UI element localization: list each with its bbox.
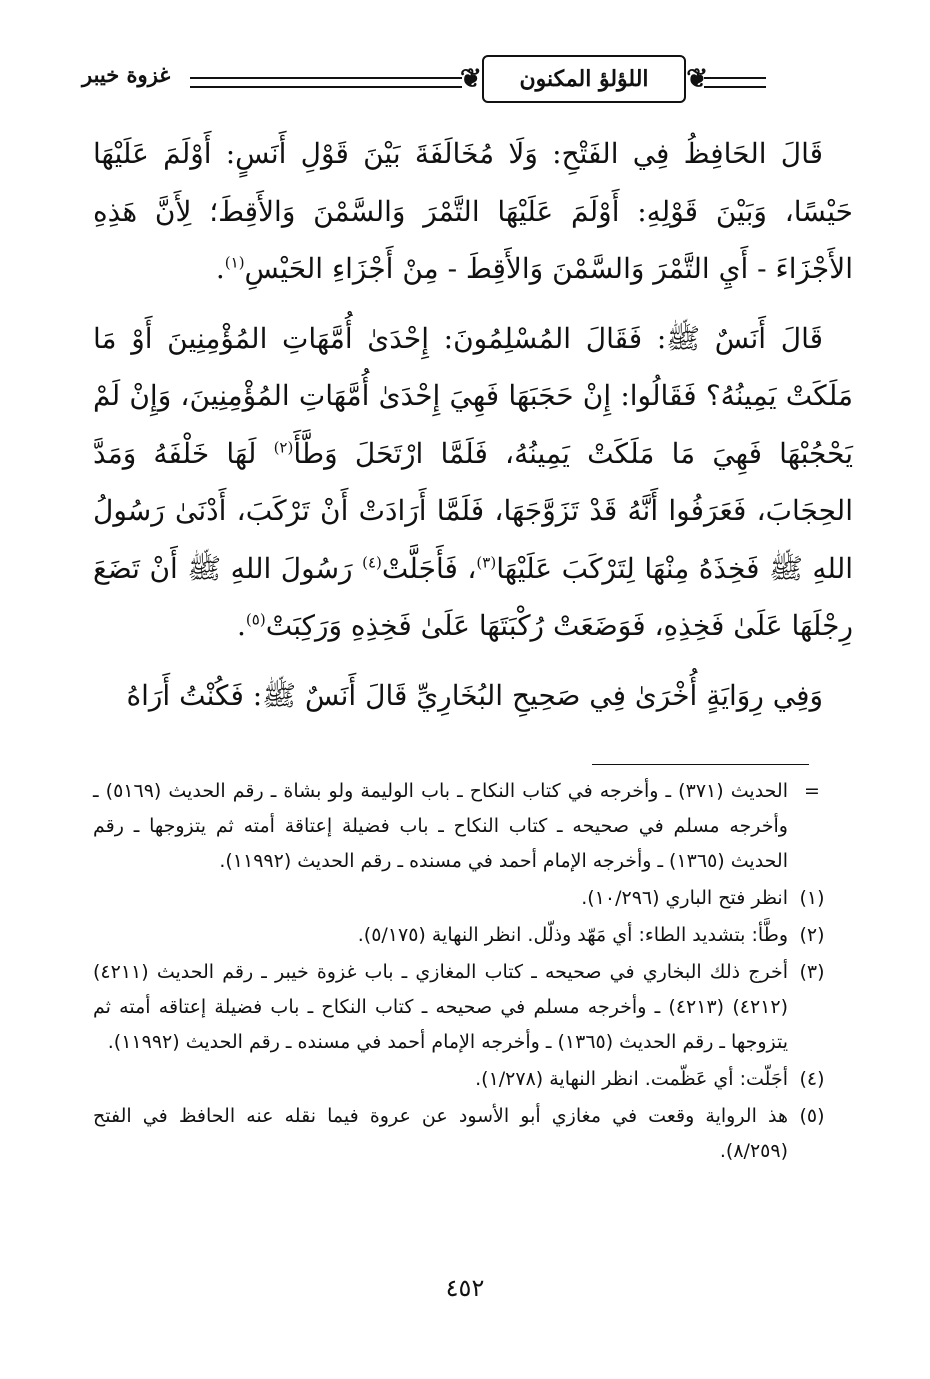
footnote-4 xyxy=(93,1062,833,1097)
paragraph-1 xyxy=(93,125,853,298)
footnote-text: الحديث (٣٧١) ـ وأخرجه في كتاب النكاح ـ باب الوليمة ولو بشاة ـ رقم الحديث (٥١٦٩) ـ وأخرجه مسلم في صحيحه ـ كتاب النكاح ـ باب فضيلة إعتاقة أمته ثم يتزوجها ـ رقم الحديث (١٣٦٥) ـ وأخرجه الإمام أحمد في مسنده ـ رقم الحديث (١١٩٩٢). xyxy=(93,780,788,872)
footnote-continued xyxy=(93,774,833,879)
footnote-text: أخرج ذلك البخاري في صحيحه ـ كتاب المغازي ـ باب غزوة خيبر ـ رقم الحديث (٤٢١١) (٤٢١٢) (٤٢١٣) ـ وأخرجه مسلم في صحيحه ـ كتاب النكاح ـ باب فضيلة إعتاقه أمته ثم يتزوجها ـ رقم الحديث (١٣٦٥) ـ وأخرجه الإمام أحمد في مسنده ـ رقم الحديث (١١٩٩٢). xyxy=(93,961,788,1053)
running-header xyxy=(82,52,852,112)
paragraph-3-text: وَفِي رِوَايَةٍ أُخْرَىٰ فِي صَحِيحِ البُخَارِيِّ قَالَ أَنَسٌ ﷺ: فَكُنْتُ أَرَاهُ xyxy=(126,678,823,712)
paragraph-3 xyxy=(93,667,853,725)
chapter-title: غزوة خيبر xyxy=(82,62,171,87)
footnote-text: هذ الرواية وقعت في مغازي أبو الأسود عن عروة فيما نقله عنه الحافظ في الفتح (٨/٢٥٩). xyxy=(93,1105,788,1162)
paragraph-2 xyxy=(93,310,853,655)
footnote-ref-1: (١) xyxy=(224,253,245,272)
footnote-number: (٥) xyxy=(799,1105,825,1127)
footnote-3 xyxy=(93,955,833,1060)
footnote-1 xyxy=(93,881,833,916)
paragraph-2-end: . xyxy=(237,609,246,642)
book-title-cartouche: ❦ اللؤلؤ المكنون ❦ xyxy=(482,55,686,103)
footnote-2 xyxy=(93,918,833,953)
footnote-number: (١) xyxy=(799,887,825,909)
paragraph-2-text-b: لَهَا خَلْفَهُ وَمَدَّ الحِجَابَ، فَعَرَفُوا أَنَّهُ قَدْ تَزَوَّجَهَا، فَلَمَّا أَرَادَتْ أَنْ تَرْكَبَ، أَدْنَىٰ رَسُولُ اللهِ ﷺ فَخِذَهُ مِنْهَا لِتَرْكَبَ عَلَيْهَا xyxy=(93,436,854,585)
main-text xyxy=(93,125,853,724)
footnotes xyxy=(93,774,833,1169)
paragraph-2-text-c: ، فَأَجَلَّتْ xyxy=(381,551,477,585)
paragraph-1-end: . xyxy=(215,252,225,285)
header-rule-right xyxy=(704,77,766,88)
paragraph-2-text-d: رَسُولَ اللهِ ﷺ أَنْ تَضَعَ رِجْلَهَا عَلَىٰ فَخِذِهِ، فَوَضَعَتْ رُكْبَتَهَا عَلَىٰ فَخِذِهِ وَرَكِبَتْ xyxy=(93,551,853,642)
footnote-5 xyxy=(93,1099,833,1169)
page-number: ٤٥٢ xyxy=(445,1274,485,1302)
footnote-number: = xyxy=(804,780,820,802)
header-rule-left xyxy=(190,77,462,88)
footnote-number: (٤) xyxy=(799,1068,825,1090)
footnote-number: (٣) xyxy=(799,961,825,983)
footnote-ref-3: (٣) xyxy=(476,553,497,572)
footnote-text: أجَلّت: أي عَظّمت. انظر النهاية (١/٢٧٨). xyxy=(475,1068,788,1090)
footnote-text: انظر فتح الباري (١٠/٢٩٦). xyxy=(581,887,788,909)
footnote-ref-2: (٢) xyxy=(273,438,294,457)
paragraph-2-text-a: قَالَ أَنَسٌ ﷺ: فَقَالَ المُسْلِمُونَ: إِحْدَىٰ أُمَّهَاتِ المُؤْمِنِينَ أَوْ مَا مَلَكَتْ يَمِينُهُ؟ فَقَالُوا: إِنْ حَجَبَهَا فَهِيَ إِحْدَىٰ أُمَّهَاتِ المُؤْمِنِينَ، وَإِنْ لَمْ يَحْجُبْهَا فَهِيَ مَا مَلَكَتْ يَمِينُهُ، فَلَمَّا ارْتَحَلَ وَطَّأَ xyxy=(93,321,854,470)
footnote-text: وطَّأ: بتشديد الطاء: أي مَهّد وذلّل. انظر النهاية (٥/١٧٥). xyxy=(357,924,788,946)
paragraph-1-text: قَالَ الحَافِظُ فِي الفَتْحِ: وَلَا مُخَالَفَةَ بَيْنَ قَوْلِ أَنَسٍ: أَوْلَمَ عَلَيْهَا حَيْسًا، وَبَيْنَ قَوْلِهِ: أَوْلَمَ عَلَيْهَا التَّمْرَ وَالسَّمْنَ وَالأَقِطَ؛ لِأَنَّ هَذِهِ الأَجْزَاءَ - أَيِ التَّمْرَ وَالسَّمْنَ وَالأَقِطَ - مِنْ أَجْزَاءِ الحَيْسِ xyxy=(93,137,853,285)
footnote-number: (٢) xyxy=(799,924,825,946)
footnote-ref-5: (٥) xyxy=(245,610,266,629)
footnote-separator xyxy=(592,764,809,765)
footnote-ref-4: (٤) xyxy=(362,553,382,572)
